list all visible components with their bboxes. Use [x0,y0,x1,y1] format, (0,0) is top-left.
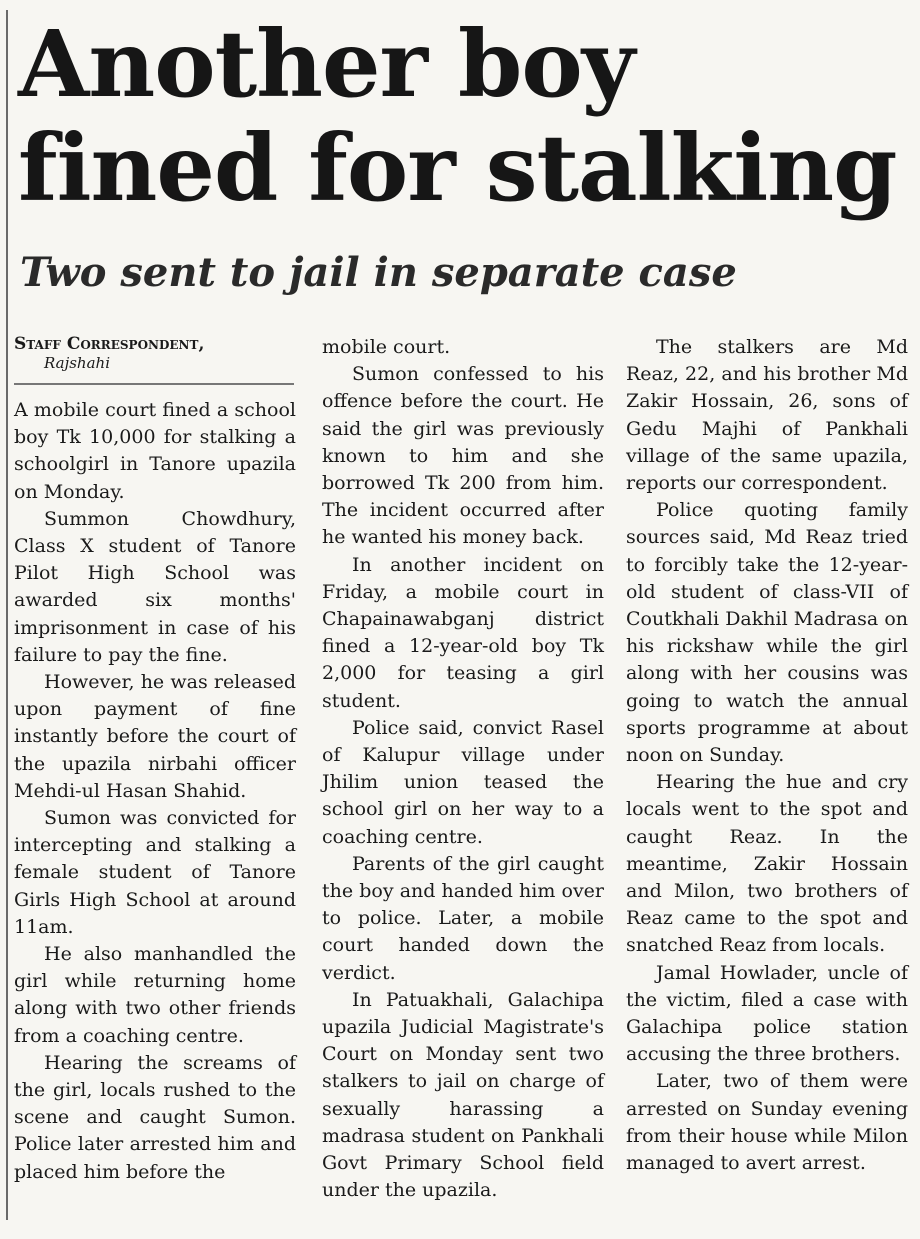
article-column-2 [322,334,604,1205]
paragraph: Later, two of them were arrested on Sunday evening from their house while Milon managed to avert arrest. [626,1070,908,1175]
paragraph: The stalkers are Md Reaz, 22, and his brother Md Zakir Hossain, 26, sons of Gedu Majhi of Pankhali village of the same upazila, reports our correspondent. [626,336,908,495]
paragraph: A mobile court fined a school boy Tk 10,000 for stalking a schoolgirl in Tanore upazila on Monday. [14,399,296,503]
paragraph: He also manhandled the girl while returning home along with two other friends from a coaching centre. [14,943,296,1047]
paragraph: Sumon confessed to his offence before the court. He said the girl was previously known to him and she borrowed Tk 200 from him. The incident occurred after he wanted his money back. [322,363,604,549]
article-column-3 [626,334,908,1177]
paragraph: However, he was released upon payment of fine instantly before the court of the upazila nirbahi officer Mehdi-ul Hasan Shahid. [14,671,296,802]
byline: Staff Correspondent, [14,334,205,354]
paragraph: In another incident on Friday, a mobile court in Chapainawabganj district fined a 12-year-old boy Tk 2,000 for teasing a girl student. [322,553,604,712]
paragraph: Sumon was convicted for intercepting and stalking a female student of Tanore Girls High School at around 11am. [14,807,296,938]
paragraph: Police quoting family sources said, Md Reaz tried to forcibly take the 12-year-old student of class-VII of Coutkhali Dakhil Madrasa on his rickshaw while the girl along with her cousins was going to watch the annual sports programme at about noon on Sunday. [626,499,908,767]
article-column-1 [14,334,296,1186]
paragraph: Parents of the girl caught the boy and handed him over to police. Later, a mobile court handed down the verdict. [322,852,604,984]
paragraph: Police said, convict Rasel of Kalupur village under Jhilim union teased the school girl on her way to a coaching centre. [322,716,604,848]
dateline: Rajshahi [44,354,110,372]
headline: Another boy fined for stalking [18,10,897,222]
byline-divider [14,383,294,385]
paragraph: Hearing the hue and cry locals went to the spot and caught Reaz. In the meantime, Zakir Hossain and Milon, two brothers of Reaz came to the spot and snatched Reaz from locals. [626,771,908,957]
paragraph: Summon Chowdhury, Class X student of Tanore Pilot High School was awarded six months' imprisonment in case of his failure to pay the fine. [14,507,296,666]
subheadline: Two sent to jail in separate case [20,249,737,296]
left-column-rule [6,10,8,1220]
paragraph: Jamal Howlader, uncle of the victim, filed a case with Galachipa police station accusing the three brothers. [626,961,908,1066]
paragraph: In Patuakhali, Galachipa upazila Judicial Magistrate's Court on Monday sent two stalkers to jail on charge of sexually harassing a madrasa student on Pankhali Govt Primary School field under the upazila. [322,988,604,1202]
paragraph: Hearing the screams of the girl, locals rushed to the scene and caught Sumon. Police later arrested him and placed him before the [14,1051,296,1183]
paragraph: mobile court. [322,336,451,358]
